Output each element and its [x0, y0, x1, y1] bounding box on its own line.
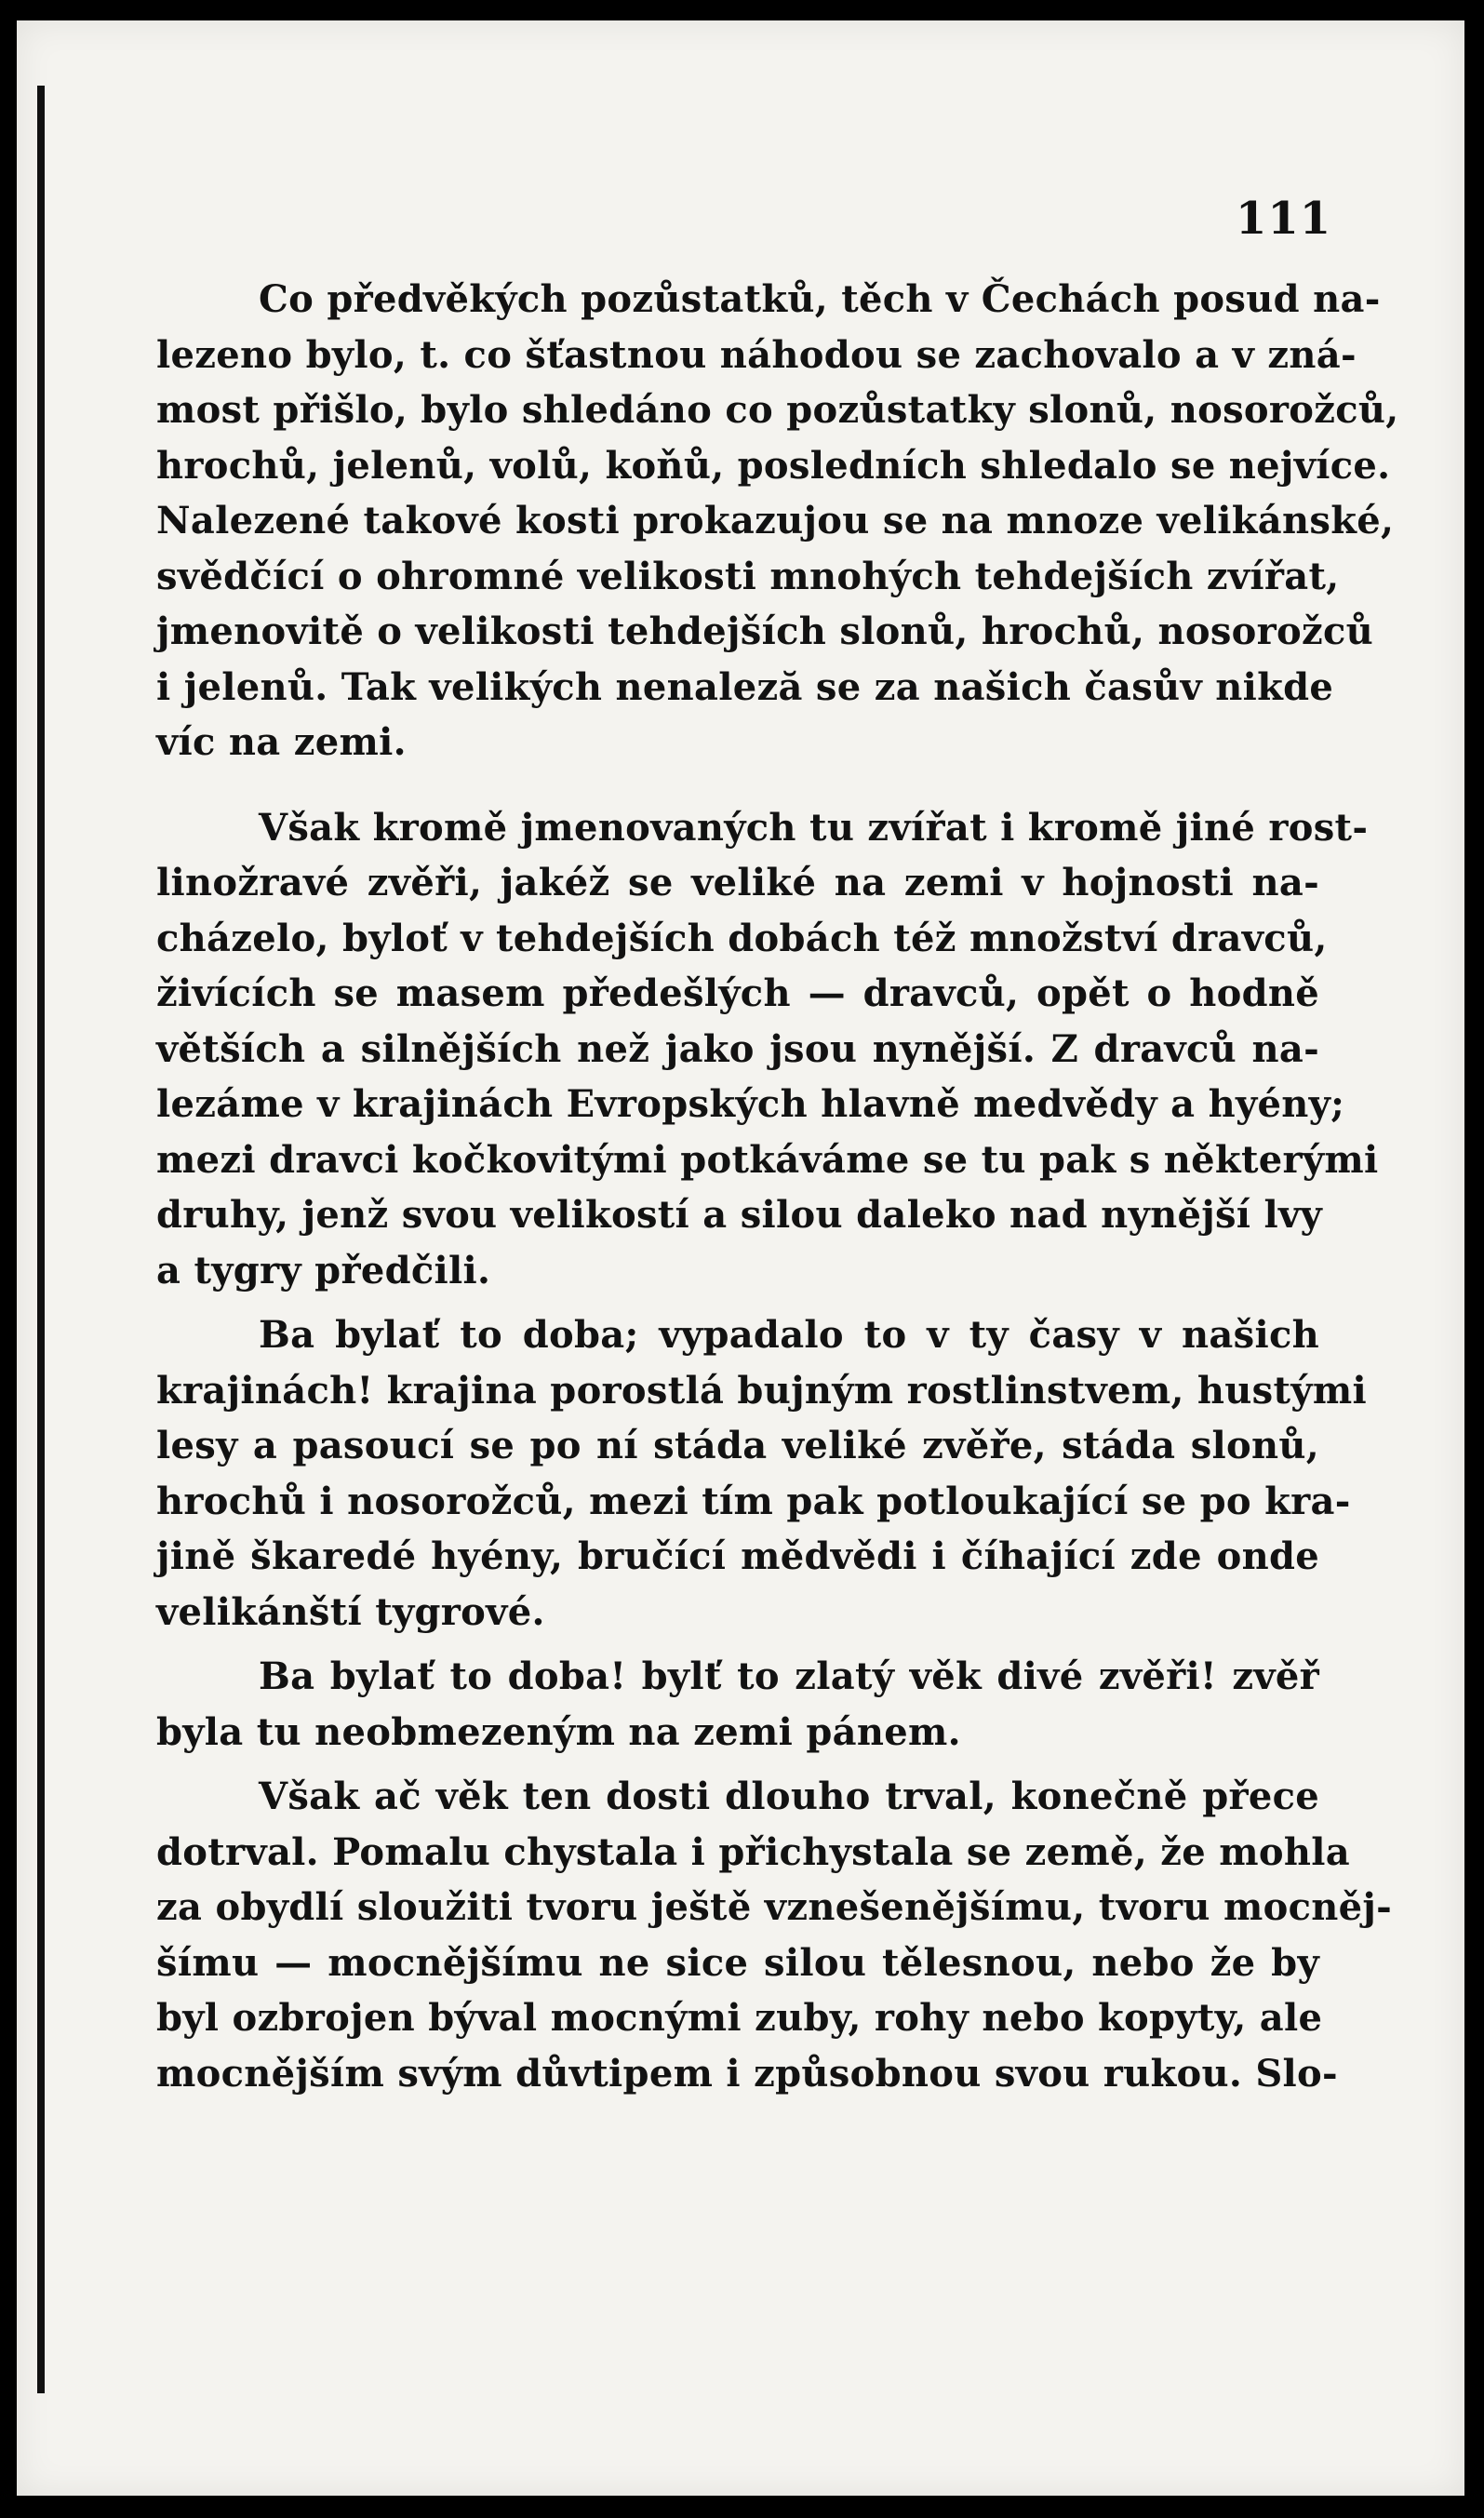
book-page	[17, 20, 1464, 2496]
page-text	[156, 272, 1399, 2110]
text-line: dotrval. Pomalu chystala i přichystala se země, že mohla	[156, 1829, 1350, 1874]
text-line: i jelenů. Tak velikých nenaleză se za našich časův nikde	[156, 664, 1334, 709]
paragraph-4	[156, 1649, 1319, 1760]
text-line: Co předvěkých pozůstatků, těch v Čechách posud na-	[259, 277, 1381, 321]
paragraph-5	[156, 1769, 1393, 2101]
page-edge-shadow	[37, 86, 45, 2393]
text-line: svědčící o ohromné velikosti mnohých tehdejších zvířat,	[156, 554, 1340, 598]
text-line: Však ač věk ten dosti dlouho trval, konečně přece	[259, 1775, 1319, 1818]
text-line: za obydlí sloužiti tvoru ještě vznešenějšímu, tvoru mocněj-	[156, 1885, 1393, 1929]
text-line: jmenovitě o velikosti tehdejších slonů, hrochů, nosorožců	[156, 609, 1374, 653]
text-line: víc na zemi.	[156, 720, 407, 764]
text-line: hrochů, jelenů, volů, koňů, posledních shledalo se nejvíce.	[156, 443, 1391, 488]
text-line: mocnějším svým důvtipem i způsobnou svou rukou. Slo-	[156, 2051, 1338, 2096]
text-line: živících se masem předešlých — dravců, opět o hodně	[156, 971, 1319, 1015]
paragraph-2	[156, 800, 1379, 1299]
text-line: velikánští tygrové.	[156, 1589, 545, 1634]
text-line: lezeno bylo, t. co šťastnou náhodou se zachovalo a v zná-	[156, 332, 1357, 377]
text-line: byla tu neobmezeným na zemi pánem.	[156, 1709, 961, 1754]
text-line: Ba bylať to doba; vypadalo to v ty časy v našich	[259, 1313, 1319, 1357]
text-line: větších a silnějších než jako jsou nynější. Z dravců na-	[156, 1026, 1319, 1071]
paragraph-gap	[156, 780, 1319, 800]
text-line: Nalezené takové kosti prokazujou se na mnoze velikánské,	[156, 499, 1395, 542]
text-line: cházelo, byloť v tehdejších dobách též množství dravců,	[156, 916, 1328, 960]
text-line: šímu — mocnějšímu ne sice silou tělesnou, nebo že by	[156, 1940, 1319, 1985]
text-line: a tygry předčili.	[156, 1248, 491, 1292]
page-number: 111	[1236, 193, 1332, 245]
text-line: hrochů i nosorožců, mezi tím pak potloukající se po kra-	[156, 1479, 1351, 1523]
text-line: mezi dravci kočkovitými potkáváme se tu pak s některými	[156, 1137, 1379, 1182]
text-line: lesy a pasoucí se po ní stáda veliké zvěře, stáda slonů,	[156, 1424, 1319, 1467]
text-line: most přišlo, bylo shledáno co pozůstatky slonů, nosorožců,	[156, 388, 1399, 432]
paragraph-3	[156, 1307, 1367, 1640]
text-line: Však kromě jmenovaných tu zvířat i kromě jiné rost-	[259, 805, 1369, 850]
text-line: jině škaredé hyény, bručící mědvědi i číhající zde onde	[156, 1534, 1319, 1578]
text-line: linožravé zvěři, jakéž se veliké na zemi v hojnosti na-	[156, 861, 1319, 904]
text-line: Ba bylať to doba! bylť to zlatý věk divé zvěři! zvěř	[259, 1654, 1319, 1698]
text-line: krajinách! krajina porostlá bujným rostlinstvem, hustými	[156, 1368, 1367, 1413]
text-line: lezáme v krajinách Evropských hlavně medvědy a hyény;	[156, 1082, 1345, 1126]
text-line: byl ozbrojen býval mocnými zuby, rohy nebo kopyty, ale	[156, 1996, 1323, 2040]
text-line: druhy, jenž svou velikostí a silou daleko nad nynější lvy	[156, 1193, 1323, 1237]
paragraph-1	[156, 272, 1399, 770]
